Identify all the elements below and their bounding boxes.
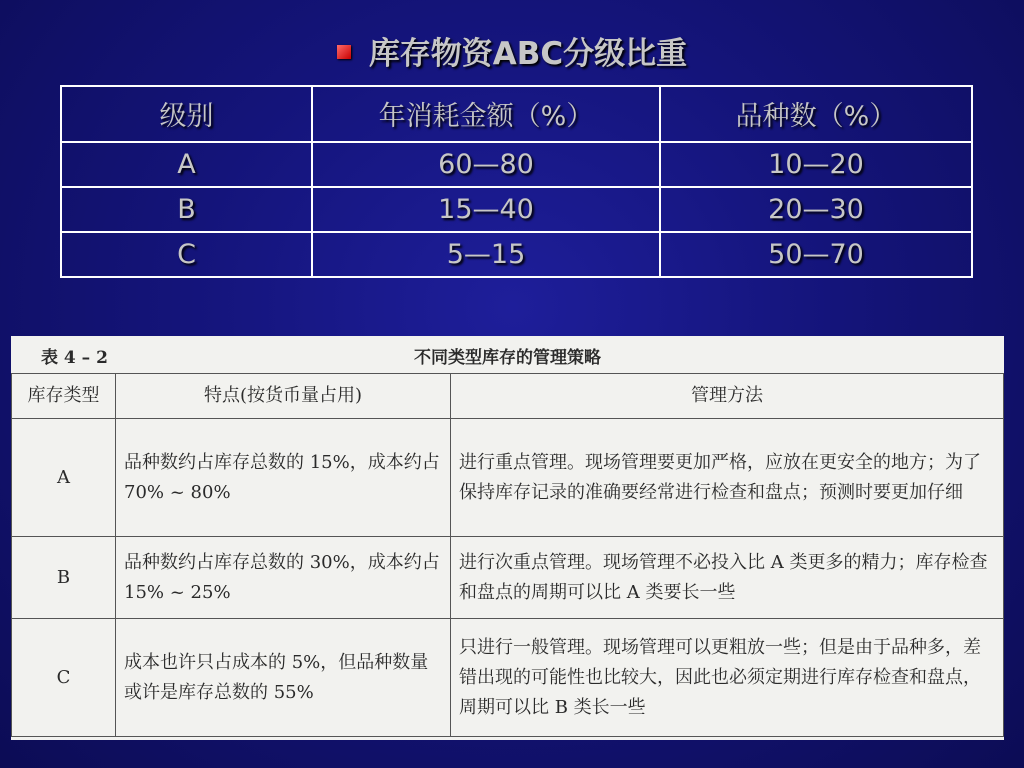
abc-header-cell: 级别 (61, 86, 312, 142)
strategy-type-cell: B (12, 537, 116, 619)
bullet-square-icon (337, 45, 351, 59)
strategy-header-cell: 管理方法 (451, 374, 1004, 419)
strategy-header-row (12, 374, 1004, 419)
abc-cell-cost: 15—40 (312, 187, 660, 232)
footer-mark (58, 734, 138, 742)
abc-cell-variety: 20—30 (660, 187, 972, 232)
strategy-type-cell: A (12, 419, 116, 537)
strategy-method-cell: 进行重点管理。现场管理要更加严格，应放在更安全的地方；为了保持库存记录的准确要经常进行检查和盘点；预测时要更加仔细 (451, 419, 1004, 537)
abc-row (61, 142, 972, 187)
abc-header-cell: 品种数（%） (660, 86, 972, 142)
abc-cell-level: A (61, 142, 312, 187)
strategy-header-cell: 特点(按货币量占用) (116, 374, 451, 419)
strategy-row (12, 419, 1004, 537)
abc-row (61, 187, 972, 232)
strategy-table-number: 表 4 – 2 (41, 348, 108, 368)
strategy-row (12, 537, 1004, 619)
abc-cell-level: C (61, 232, 312, 277)
abc-header-row (61, 86, 972, 142)
abc-cell-variety: 10—20 (660, 142, 972, 187)
abc-cell-cost: 5—15 (312, 232, 660, 277)
abc-ratio-table (60, 85, 973, 278)
abc-cell-cost: 60—80 (312, 142, 660, 187)
slide-title (0, 28, 1024, 73)
strategy-header-cell: 库存类型 (12, 374, 116, 419)
strategy-feature-cell: 成本也许只占成本的 5%，但品种数量或许是库存总数的 55% (116, 619, 451, 737)
strategy-caption (11, 343, 1004, 371)
strategy-method-cell: 进行次重点管理。现场管理不必投入比 A 类更多的精力；库存检查和盘点的周期可以比 A 类要长一些 (451, 537, 1004, 619)
strategy-table (11, 373, 1004, 737)
strategy-table-caption: 不同类型库存的管理策略 (414, 348, 601, 368)
strategy-feature-cell: 品种数约占库存总数的 15%，成本约占 70% ~ 80% (116, 419, 451, 537)
strategy-table-image (11, 336, 1004, 740)
abc-row (61, 232, 972, 277)
slide-title-text: 库存物资ABC分级比重 (368, 36, 688, 72)
strategy-feature-cell: 品种数约占库存总数的 30%，成本约占 15% ~ 25% (116, 537, 451, 619)
strategy-row (12, 619, 1004, 737)
strategy-type-cell: C (12, 619, 116, 737)
abc-cell-level: B (61, 187, 312, 232)
abc-header-cell: 年消耗金额（%） (312, 86, 660, 142)
abc-cell-variety: 50—70 (660, 232, 972, 277)
strategy-method-cell: 只进行一般管理。现场管理可以更粗放一些；但是由于品种多，差错出现的可能性也比较大，因此也必须定期进行库存检查和盘点，周期可以比 B 类长一些 (451, 619, 1004, 737)
